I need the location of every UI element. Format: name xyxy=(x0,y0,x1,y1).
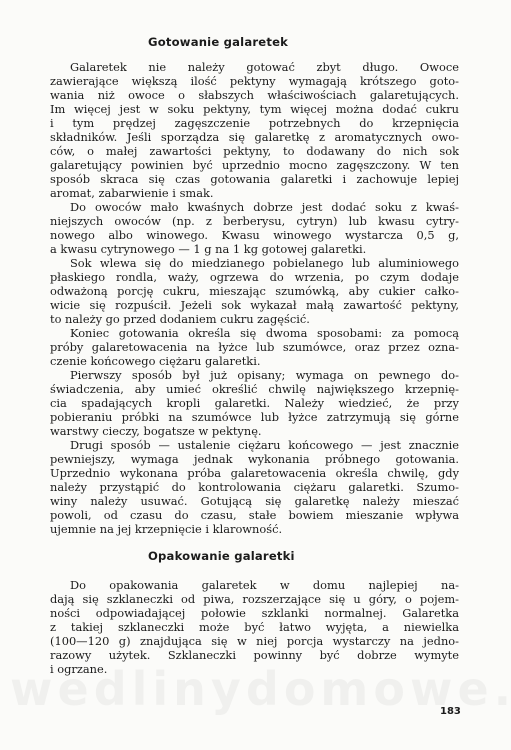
text-line: zawierające większą ilość pektyny wymagają krótszego goto- xyxy=(50,74,459,88)
text-line: aromat, zabarwienie i smak. xyxy=(50,186,214,200)
text-line: warstwy cieczy, bogatsze w pektynę. xyxy=(50,424,262,438)
text-line: nowego albo winowego. Kwasu winowego wystarcza 0,5 g, xyxy=(50,228,459,242)
text-line: pobieraniu próbki na szumówce lub łyżce zatrzymują się górne xyxy=(50,410,459,424)
text-line: z takiej szklaneczki może być łatwo wyjęta, a niewielka xyxy=(50,620,459,634)
page-number: 183 xyxy=(440,706,461,717)
text-line: ności odpowiadającej połowie szklanki normalnej. Galaretka xyxy=(50,606,459,620)
text-line: Pierwszy sposób był już opisany; wymaga on pewnego do- xyxy=(70,368,459,382)
section-heading-opakowanie: Opakowanie galaretki xyxy=(148,549,295,563)
text-line: należy przystąpić do kontrolowania ciężaru galaretki. Szumo- xyxy=(50,480,459,494)
text-line: Galaretek nie należy gotować zbyt długo. Owoce xyxy=(70,60,459,74)
text-line: Do owoców mało kwaśnych dobrze jest dodać soku z kwaś- xyxy=(70,200,459,214)
text-line: Do opakowania galaretek w domu najlepiej na- xyxy=(70,578,459,592)
section-body-gotowanie xyxy=(50,60,459,536)
text-line: (100—120 g) znajdująca się w niej porcja wystarczy na jedno- xyxy=(50,634,459,648)
text-line: wicie się rozpuścił. Jeżeli sok wykazał małą zawartość pektyny, xyxy=(50,298,459,312)
text-line: Koniec gotowania określa się dwoma sposobami: za pomocą xyxy=(70,326,459,340)
text-line: Sok wlewa się do miedzianego pobielanego lub aluminiowego xyxy=(70,256,459,270)
text-line: cia spadających kropli galaretki. Należy wiedzieć, że przy xyxy=(50,396,459,410)
text-line: to należy go przed dodaniem cukru zagęścić. xyxy=(50,312,310,326)
text-line: galaretujący powinien być uprzednio mocno zagęszczony. W ten xyxy=(50,158,459,172)
text-line: świadczenia, aby umieć określić chwilę największego krzepnię- xyxy=(50,382,459,396)
text-line: i ogrzane. xyxy=(50,662,108,676)
text-line: odważoną porcję cukru, mieszając szumówką, aby cukier całko- xyxy=(50,284,459,298)
text-line: powoli, od czasu do czasu, stałe bowiem mieszanie wpływa xyxy=(50,508,459,522)
text-line: winy należy usuwać. Gotującą się galaretkę należy mieszać xyxy=(50,494,459,508)
text-line: płaskiego rondla, waży, ogrzewa do wrzenia, po czym dodaje xyxy=(50,270,459,284)
text-line: ców, o małej zawartości pektyny, to dodawany do nich sok xyxy=(50,144,459,158)
text-line: Drugi sposób — ustalenie ciężaru końcowego — jest znacznie xyxy=(70,438,459,452)
section-heading-gotowanie: Gotowanie galaretek xyxy=(148,35,289,49)
text-line: wania niż owoce o słabszych właściwościach galaretujących. xyxy=(50,88,459,102)
text-line: i tym prędzej zagęszczenie potrzebnych do krzepnięcia xyxy=(50,116,459,130)
text-line: Uprzednio wykonana próba galaretowacenia określa chwilę, gdy xyxy=(50,466,459,480)
text-line: czenie końcowego ciężaru galaretki. xyxy=(50,354,261,368)
text-line: dają się szklaneczki od piwa, rozszerzające się u góry, o pojem- xyxy=(50,592,459,606)
text-line: pewniejszy, wymaga jednak wykonania próbnego gotowania. xyxy=(50,452,459,466)
text-line: niejszych owoców (np. z berberysu, cytryn) lub kwasu cytry- xyxy=(50,214,459,228)
text-line: razowy użytek. Szklaneczki powinny być dobrze wymyte xyxy=(50,648,459,662)
text-line: ujemnie na jej krzepnięcie i klarowność. xyxy=(50,522,283,536)
text-line: a kwasu cytrynowego — 1 g na 1 kg gotowej galaretki. xyxy=(50,242,367,256)
section-body-opakowanie xyxy=(50,578,459,676)
text-line: sposób skraca się czas gotowania galaretki i zachowuje lepiej xyxy=(50,172,459,186)
text-line: próby galaretowacenia na łyżce lub szumówce, oraz przez ozna- xyxy=(50,340,459,354)
text-line: Im więcej jest w soku pektyny, tym więcej można dodać cukru xyxy=(50,102,459,116)
text-line: składników. Jeśli sporządza się galaretkę z aromatycznych owo- xyxy=(50,130,459,144)
